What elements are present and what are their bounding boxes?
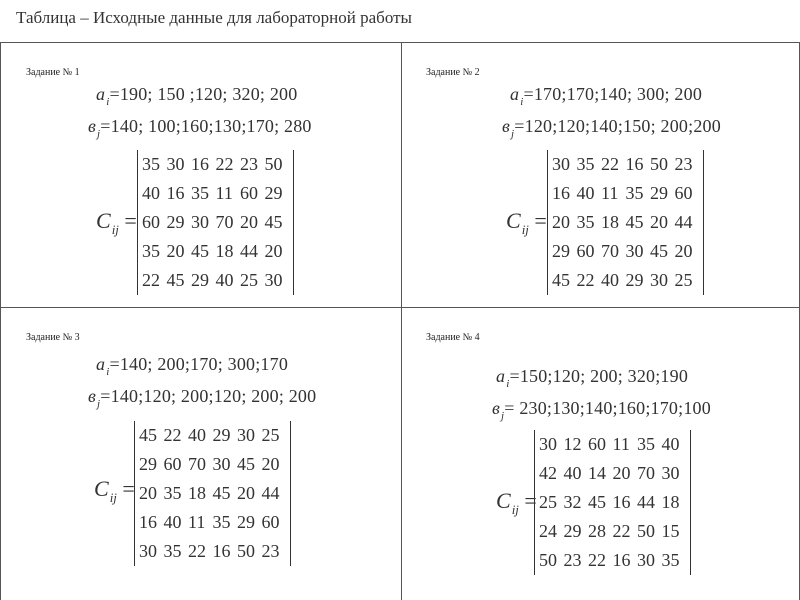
matrix-row [142, 179, 289, 208]
matrix-cell: 20 [264, 241, 283, 261]
matrix-cell: 45 [191, 241, 209, 261]
matrix-cell: 45 [588, 492, 606, 512]
matrix-cell: 44 [261, 483, 280, 503]
matrix-cell: 29 [563, 521, 582, 541]
matrix-cell: 50 [237, 541, 255, 561]
matrix-cell: 20 [674, 241, 693, 261]
matrix-cell: 16 [552, 183, 570, 203]
task-label: Задание № 1 [26, 67, 80, 78]
matrix-cell: 60 [142, 212, 160, 232]
matrix-cell: 23 [563, 550, 582, 570]
demand-formula: $в_j=140;120$; 200;120; 200; 200 [88, 386, 317, 410]
matrix-cell: 22 [612, 521, 631, 541]
matrix-cell: 45 [264, 212, 283, 232]
matrix-cell: 23 [240, 154, 258, 174]
matrix-cell: 40 [576, 183, 595, 203]
matrix-cell: 50 [650, 154, 668, 174]
matrix-cell: 30 [625, 241, 644, 261]
matrix-cell: 22 [576, 270, 595, 290]
matrix-cell: 14 [588, 463, 606, 483]
matrix-cell: 60 [588, 434, 606, 454]
matrix-cell: 30 [139, 541, 157, 561]
matrix-cell: 42 [539, 463, 557, 483]
matrix-cell: 11 [612, 434, 630, 454]
matrix-cell: 16 [191, 154, 209, 174]
matrix-cell: 35 [191, 183, 209, 203]
matrix-row [552, 237, 699, 266]
matrix-cell: 12 [563, 434, 582, 454]
matrix-row [139, 508, 286, 537]
matrix-cell: 29 [625, 270, 644, 290]
matrix-cell: 30 [539, 434, 557, 454]
matrix-cell: 22 [588, 550, 606, 570]
matrix-cell: 16 [166, 183, 185, 203]
matrix-row [142, 208, 289, 237]
matrix-cell: 18 [601, 212, 619, 232]
matrix-cell: 20 [240, 212, 258, 232]
matrix-cell: 28 [588, 521, 606, 541]
matrix-cell: 30 [650, 270, 668, 290]
task-cell-2 [402, 42, 792, 312]
matrix-cell: 29 [650, 183, 668, 203]
matrix-cell: 22 [601, 154, 619, 174]
matrix-cell: 40 [661, 434, 680, 454]
matrix-row [142, 237, 289, 266]
matrix-cell: 40 [188, 425, 206, 445]
matrix-cell: 30 [166, 154, 185, 174]
matrix-cell: 35 [142, 154, 160, 174]
matrix-cell: 32 [563, 492, 582, 512]
matrix-cell: 11 [188, 512, 206, 532]
matrix-cell: 22 [215, 154, 234, 174]
matrix-row [142, 266, 289, 295]
matrix-cell: 44 [637, 492, 655, 512]
demand-formula: $в_j=120;120;140;150$; 200;200 [502, 116, 721, 140]
matrix-cell: 44 [240, 241, 258, 261]
matrix-cell: 70 [188, 454, 206, 474]
matrix-cell: 30 [237, 425, 255, 445]
matrix-row [139, 450, 286, 479]
matrix-cell: 30 [552, 154, 570, 174]
matrix-cell: 16 [139, 512, 157, 532]
cost-matrix-label: $C_{ij}$ = [94, 476, 135, 505]
cost-matrix-label: $C_{ij}$ = [496, 488, 537, 517]
task-cell-3 [0, 308, 390, 578]
supply-formula: $a_i=170;170;140$; 300; 200 [510, 84, 703, 108]
matrix-row [552, 150, 699, 179]
matrix-cell: 25 [674, 270, 693, 290]
task-label: Задание № 4 [426, 332, 480, 343]
matrix-cell: 23 [261, 541, 280, 561]
matrix-cell: 35 [163, 541, 182, 561]
matrix-cell: 25 [240, 270, 258, 290]
matrix-cell: 22 [163, 425, 182, 445]
matrix-cell: 29 [264, 183, 283, 203]
task-label: Задание № 3 [26, 332, 80, 343]
matrix-row [552, 179, 699, 208]
matrix-cell: 16 [612, 550, 631, 570]
matrix-cell: 60 [261, 512, 280, 532]
matrix-cell: 29 [552, 241, 570, 261]
matrix-cell: 50 [539, 550, 557, 570]
matrix-cell: 30 [637, 550, 655, 570]
matrix-cell: 18 [661, 492, 680, 512]
matrix-cell: 20 [612, 463, 631, 483]
matrix-cell: 22 [142, 270, 160, 290]
matrix-cell: 22 [188, 541, 206, 561]
matrix-cell: 70 [637, 463, 655, 483]
matrix-cell: 45 [139, 425, 157, 445]
matrix-cell: 35 [576, 154, 595, 174]
matrix-cell: 70 [215, 212, 234, 232]
task-cell-1 [0, 42, 390, 312]
matrix-cell: 18 [188, 483, 206, 503]
matrix-cell: 60 [163, 454, 182, 474]
demand-formula: $в_j=$ 230;130;140;160;170;100 [492, 398, 711, 422]
supply-formula: $a_i=140$; 200;170; 300;170 [96, 354, 289, 378]
matrix-cell: 50 [637, 521, 655, 541]
matrix-cell: 35 [576, 212, 595, 232]
matrix-cell: 35 [142, 241, 160, 261]
matrix-cell: 60 [674, 183, 693, 203]
cost-matrix [137, 150, 294, 295]
matrix-cell: 40 [601, 270, 619, 290]
matrix-row [552, 266, 699, 295]
matrix-row [539, 430, 686, 459]
matrix-row [139, 537, 286, 566]
matrix-cell: 23 [674, 154, 693, 174]
matrix-cell: 24 [539, 521, 557, 541]
matrix-cell: 20 [650, 212, 668, 232]
matrix-cell: 15 [661, 521, 680, 541]
cost-matrix-label: $C_{ij}$ = [96, 208, 137, 237]
task-label: Задание № 2 [426, 67, 480, 78]
matrix-cell: 40 [215, 270, 234, 290]
matrix-cell: 20 [166, 241, 185, 261]
matrix-cell: 44 [674, 212, 693, 232]
tasks-table [0, 42, 800, 600]
cost-matrix-label: $C_{ij}$ = [506, 208, 547, 237]
matrix-cell: 29 [212, 425, 231, 445]
task-cell-4 [402, 308, 792, 578]
matrix-row [139, 421, 286, 450]
matrix-cell: 40 [563, 463, 582, 483]
matrix-cell: 30 [264, 270, 283, 290]
matrix-cell: 45 [625, 212, 644, 232]
matrix-cell: 29 [191, 270, 209, 290]
matrix-cell: 20 [237, 483, 255, 503]
matrix-row [539, 517, 686, 546]
matrix-row [539, 546, 686, 575]
matrix-cell: 25 [261, 425, 280, 445]
matrix-cell: 25 [539, 492, 557, 512]
matrix-cell: 35 [637, 434, 655, 454]
matrix-cell: 20 [552, 212, 570, 232]
matrix-cell: 60 [576, 241, 595, 261]
matrix-row [139, 479, 286, 508]
matrix-cell: 11 [215, 183, 233, 203]
matrix-cell: 70 [601, 241, 619, 261]
matrix-cell: 40 [163, 512, 182, 532]
matrix-cell: 20 [139, 483, 157, 503]
matrix-cell: 45 [237, 454, 255, 474]
matrix-row [142, 150, 289, 179]
matrix-cell: 29 [166, 212, 185, 232]
demand-formula: $в_j=140$; 100;160;130;170; 280 [88, 116, 312, 140]
supply-formula: $a_i=190$; 150 ;120; 320; 200 [96, 84, 298, 108]
supply-formula: $a_i=150;120$; 200; 320;190 [496, 366, 689, 390]
matrix-cell: 35 [625, 183, 644, 203]
matrix-cell: 45 [650, 241, 668, 261]
matrix-row [539, 488, 686, 517]
matrix-cell: 20 [261, 454, 280, 474]
matrix-cell: 16 [625, 154, 644, 174]
matrix-cell: 16 [212, 541, 231, 561]
matrix-cell: 45 [552, 270, 570, 290]
matrix-cell: 30 [661, 463, 680, 483]
matrix-cell: 11 [601, 183, 619, 203]
cost-matrix [534, 430, 691, 575]
page-title: Таблица – Исходные данные для лабораторной работы [16, 8, 412, 27]
cost-matrix [547, 150, 704, 295]
matrix-cell: 29 [139, 454, 157, 474]
matrix-cell: 35 [661, 550, 680, 570]
matrix-cell: 30 [212, 454, 231, 474]
matrix-cell: 30 [191, 212, 209, 232]
matrix-cell: 18 [215, 241, 234, 261]
matrix-cell: 16 [612, 492, 631, 512]
matrix-cell: 35 [212, 512, 231, 532]
matrix-cell: 40 [142, 183, 160, 203]
matrix-cell: 29 [237, 512, 255, 532]
matrix-cell: 35 [163, 483, 182, 503]
matrix-cell: 60 [240, 183, 258, 203]
matrix-cell: 45 [166, 270, 185, 290]
matrix-row [552, 208, 699, 237]
cost-matrix [134, 421, 291, 566]
matrix-cell: 45 [212, 483, 231, 503]
matrix-cell: 50 [264, 154, 283, 174]
matrix-row [539, 459, 686, 488]
